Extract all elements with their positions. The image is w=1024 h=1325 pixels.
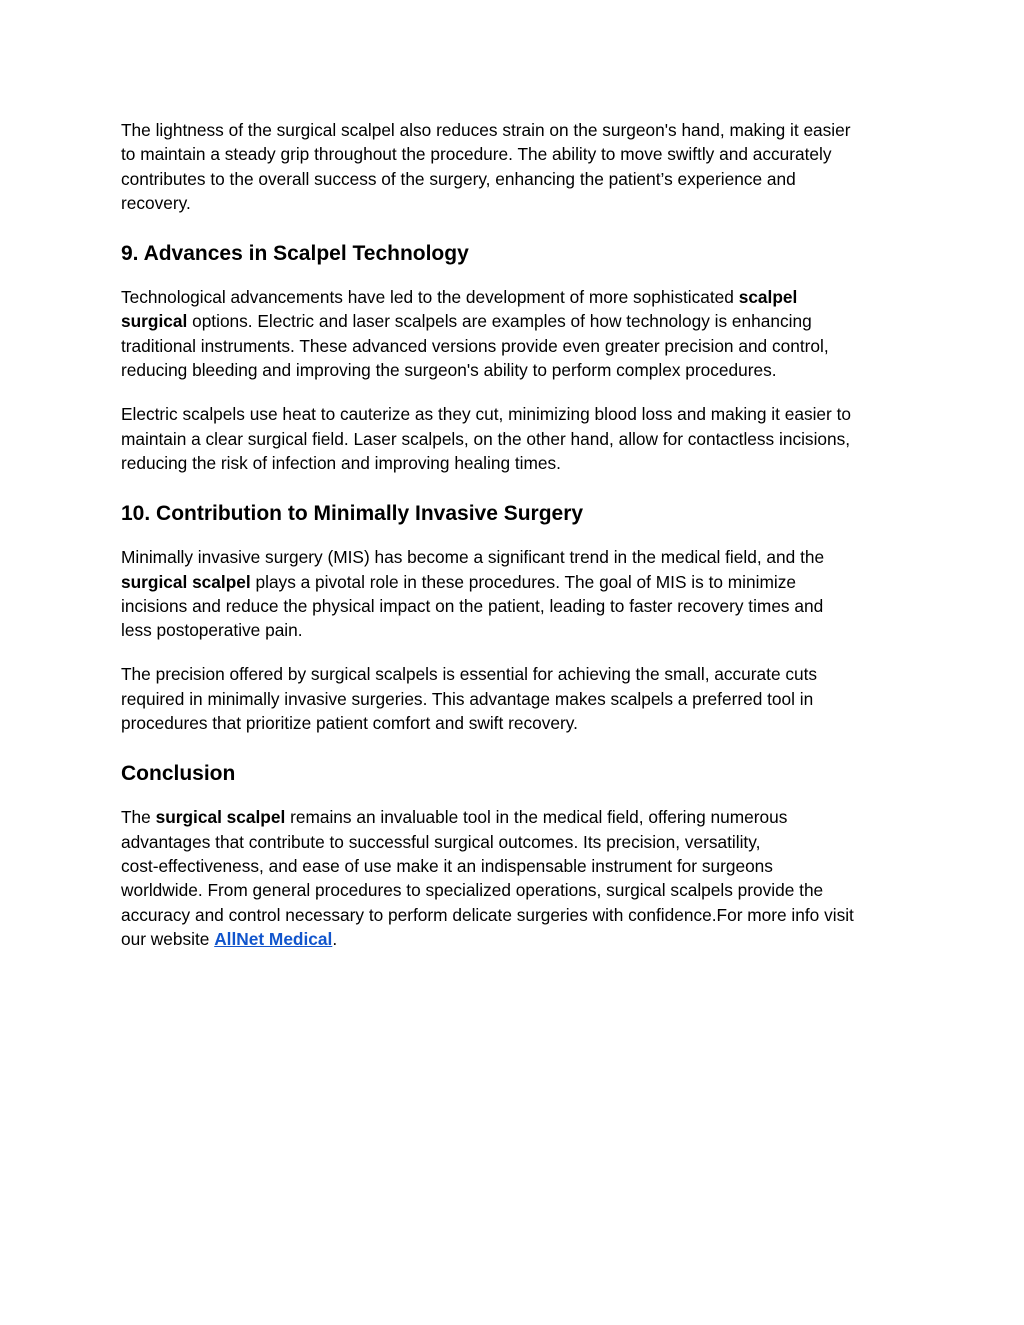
text-line (121, 285, 911, 309)
section10-paragraph-1 (121, 545, 911, 642)
text-line: reducing the risk of infection and improving healing times. (121, 452, 561, 473)
bold-term: surgical scalpel (155, 807, 286, 828)
text-line: procedures that prioritize patient comfort and swift recovery. (121, 713, 578, 734)
intro-paragraph (121, 118, 911, 215)
bold-term: surgical scalpel (121, 571, 251, 592)
section10-paragraph-2 (121, 662, 911, 735)
text-span: plays a pivotal role in these procedures. The goal of MIS is to minimize (250, 571, 796, 592)
section9-paragraph-2 (121, 402, 911, 475)
text-span: Technological advancements have led to the development of more sophisticated (121, 287, 739, 308)
text-line: contributes to the overall success of the surgery, enhancing the patient’s experience and (121, 168, 796, 189)
text-line (121, 309, 911, 333)
text-line: to maintain a steady grip throughout the procedure. The ability to move swiftly and accurately (121, 144, 832, 165)
text-line: less postoperative pain. (121, 620, 303, 641)
text-line: Minimally invasive surgery (MIS) has become a significant trend in the medical field, and the (121, 547, 825, 568)
text-line: The precision offered by surgical scalpels is essential for achieving the small, accurate cuts (121, 664, 818, 685)
text-span: . (332, 928, 338, 949)
allnet-medical-link[interactable]: AllNet Medical (214, 928, 333, 949)
text-line: traditional instruments. These advanced versions provide even greater precision and control, (121, 335, 829, 356)
text-line: incisions and reduce the physical impact on the patient, leading to faster recovery times and (121, 595, 824, 616)
bold-term: scalpel (738, 287, 798, 308)
section9-paragraph-1 (121, 285, 911, 382)
section-heading-9: 9. Advances in Scalpel Technology (121, 242, 469, 266)
document-page (121, 118, 911, 971)
section-heading-10: 10. Contribution to Minimally Invasive Surgery (121, 502, 584, 526)
text-line: reducing bleeding and improving the surgeon's ability to perform complex procedures. (121, 360, 777, 381)
text-span: remains an invaluable tool in the medical field, offering numerous (285, 807, 788, 828)
text-span: The (121, 807, 156, 828)
text-line (121, 570, 911, 594)
text-line: recovery. (121, 192, 191, 213)
text-line: cost-effectiveness, and ease of use make it an indispensable instrument for surgeons (121, 855, 773, 876)
text-line (121, 805, 911, 829)
text-line: worldwide. From general procedures to specialized operations, surgical scalpels provide the (121, 880, 824, 901)
text-span: options. Electric and laser scalpels are examples of how technology is enhancing (187, 311, 812, 332)
text-line: accuracy and control necessary to perform delicate surgeries with confidence.For more info visit (121, 904, 854, 925)
text-line: advantages that contribute to successful surgical outcomes. Its precision, versatility, (121, 831, 761, 852)
bold-term: surgical (121, 311, 188, 332)
text-span: our website (121, 928, 215, 949)
text-line (121, 927, 911, 951)
text-line: The lightness of the surgical scalpel also reduces strain on the surgeon's hand, making it easier (121, 120, 851, 140)
conclusion-heading: Conclusion (121, 762, 236, 786)
text-line: Electric scalpels use heat to cauterize as they cut, minimizing blood loss and making it easier to (121, 404, 852, 425)
conclusion-paragraph (121, 805, 911, 951)
text-line: maintain a clear surgical field. Laser scalpels, on the other hand, allow for contactless incisions, (121, 428, 851, 449)
text-line: required in minimally invasive surgeries. This advantage makes scalpels a preferred tool in (121, 688, 814, 709)
